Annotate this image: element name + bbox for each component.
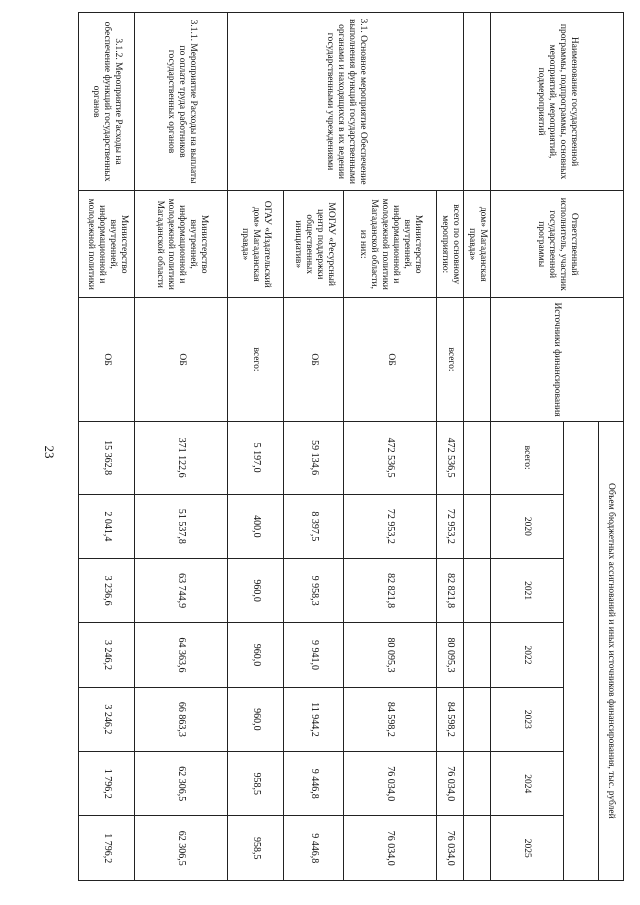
cell-value: 3 246,2: [79, 623, 135, 687]
table-row: [79, 13, 135, 881]
budget-allocation-table: [78, 12, 624, 881]
cell-value: [464, 623, 491, 687]
cell-value: 80 095,3: [344, 623, 437, 687]
header-year: 2021: [491, 559, 564, 623]
cell-source: ОБ: [284, 298, 344, 421]
cell-value: 11 944,2: [284, 687, 344, 751]
cell-value: 76 034,0: [437, 816, 464, 881]
cell-name: 3.1.1. Мероприятие Расходы на выплаты по оплате труда работников государственных органов: [135, 13, 228, 191]
table-row: [437, 13, 464, 881]
cell-value: 82 821,8: [437, 559, 464, 623]
cell-value: 76 034,0: [344, 752, 437, 816]
cell-value: 51 537,8: [135, 494, 228, 558]
header-executor: Ответственный исполнитель, участник государственной программы: [491, 191, 624, 298]
cell-executor: Министерство внутренней, информационной и молодежной политики Магаданской области: [135, 191, 228, 298]
cell-value: 960,0: [228, 559, 284, 623]
header-spacer: [564, 421, 599, 880]
cell-value: 80 095,3: [437, 623, 464, 687]
cell-executor: ОГАУ «Издательский дом» Магаданская правда»: [228, 191, 284, 298]
cell-name: [464, 13, 491, 191]
cell-source: ОБ: [79, 298, 135, 421]
header-total: всего:: [491, 421, 564, 494]
cell-value: 82 821,8: [344, 559, 437, 623]
cell-value: 63 744,9: [135, 559, 228, 623]
cell-total: [464, 421, 491, 494]
cell-value: 9 446,8: [284, 816, 344, 881]
cell-executor: МОГАУ «Ресурсный центр поддержки общественных инициатив»: [284, 191, 344, 298]
cell-value: 9 958,3: [284, 559, 344, 623]
cell-value: 400,0: [228, 494, 284, 558]
cell-value: [464, 494, 491, 558]
cell-total: 472 536,5: [437, 421, 464, 494]
cell-value: 958,5: [228, 752, 284, 816]
cell-value: 76 034,0: [344, 816, 437, 881]
cell-value: 64 363,6: [135, 623, 228, 687]
cell-total: 5 197,0: [228, 421, 284, 494]
cell-value: 62 306,5: [135, 752, 228, 816]
cell-total: 371 122,6: [135, 421, 228, 494]
cell-value: 960,0: [228, 623, 284, 687]
cell-value: 72 953,2: [344, 494, 437, 558]
cell-value: 9 941,0: [284, 623, 344, 687]
cell-source: всего:: [228, 298, 284, 421]
cell-value: 84 598,2: [344, 687, 437, 751]
header-year: 2023: [491, 687, 564, 751]
cell-value: 2 041,4: [79, 494, 135, 558]
cell-value: 3 236,6: [79, 559, 135, 623]
page-number: 23: [42, 445, 57, 459]
budget-table-page: [54, 12, 624, 881]
cell-value: [464, 559, 491, 623]
cell-value: [464, 752, 491, 816]
cell-value: 1 796,2: [79, 816, 135, 881]
header-name: Наименование государственной программы, подпрограммы, основных мероприятий, мероприятий, подмероприятий: [491, 13, 624, 191]
header-sources: Источники финансирования: [491, 298, 624, 421]
header-year: 2020: [491, 494, 564, 558]
table-row: [464, 13, 491, 881]
cell-value: 960,0: [228, 687, 284, 751]
cell-source: всего:: [437, 298, 464, 421]
cell-name: 3.1. Основное мероприятие Обеспечение выполнения функций государственными органами и находящихся в их ведении государственными учреждениями: [228, 13, 464, 191]
cell-value: 3 246,2: [79, 687, 135, 751]
header-year: 2022: [491, 623, 564, 687]
cell-executor: всего по основному мероприятию:: [437, 191, 464, 298]
cell-value: 66 863,3: [135, 687, 228, 751]
cell-source: ОБ: [344, 298, 437, 421]
cell-value: 62 306,5: [135, 816, 228, 881]
cell-source: ОБ: [135, 298, 228, 421]
header-year: 2025: [491, 816, 564, 881]
cell-executor: дом» Магаданская правда»: [464, 191, 491, 298]
cell-value: 9 446,8: [284, 752, 344, 816]
cell-name: 3.1.2. Мероприятие Расходы на обеспечение функций государственных органов: [79, 13, 135, 191]
cell-value: [464, 687, 491, 751]
cell-total: 472 536,5: [344, 421, 437, 494]
cell-source: [464, 298, 491, 421]
cell-executor: Министерство внутренней, информационной и молодежной политики: [79, 191, 135, 298]
cell-total: 15 362,8: [79, 421, 135, 494]
cell-value: [464, 816, 491, 881]
cell-executor: Министерство внутренней, информационной и молодежной политики Магаданской области, из них:: [344, 191, 437, 298]
cell-value: 84 598,2: [437, 687, 464, 751]
cell-value: 1 796,2: [79, 752, 135, 816]
cell-value: 8 397,5: [284, 494, 344, 558]
header-volume: Объем бюджетных ассигнований и иных источников финансирования, тыс. рублей: [599, 421, 624, 880]
cell-value: 72 953,2: [437, 494, 464, 558]
cell-value: 958,5: [228, 816, 284, 881]
header-year: 2024: [491, 752, 564, 816]
cell-value: 76 034,0: [437, 752, 464, 816]
cell-total: 59 134,6: [284, 421, 344, 494]
table-row: [135, 13, 228, 881]
